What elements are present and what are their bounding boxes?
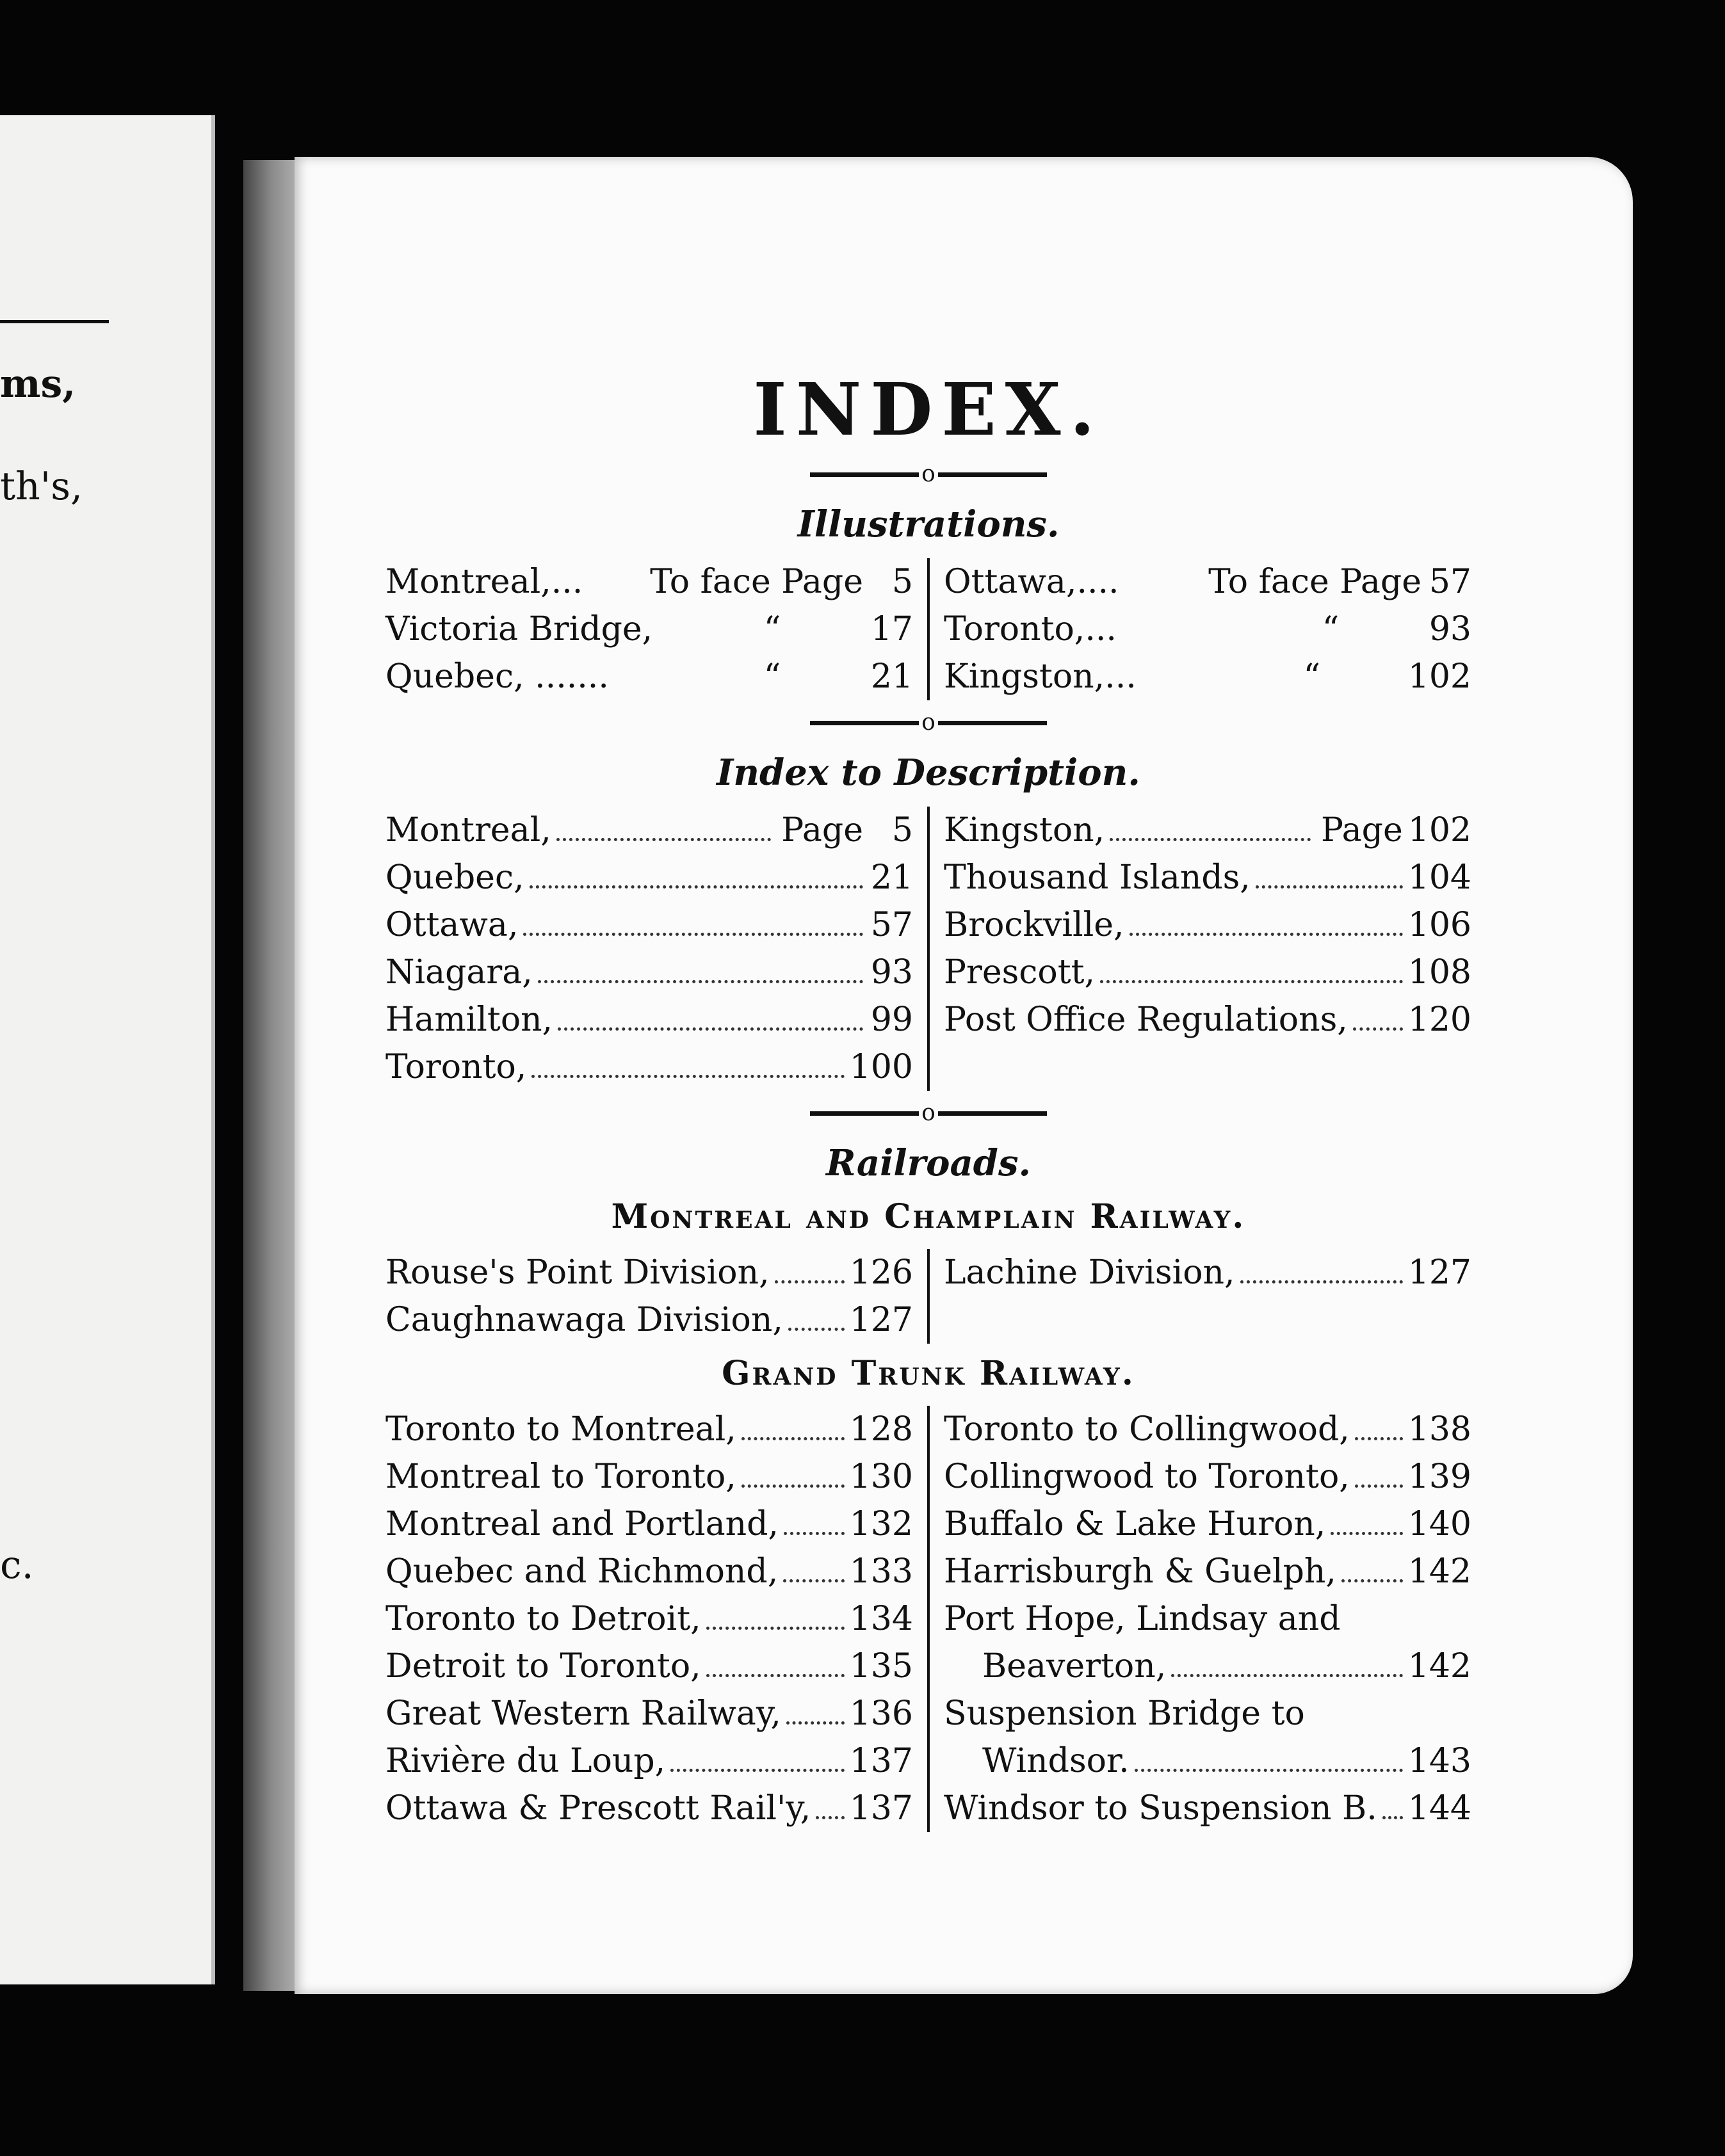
left-page-fragment-1: ms, xyxy=(0,362,76,406)
index-entry xyxy=(944,606,1471,653)
index-entry xyxy=(944,1548,1471,1595)
dot-leader xyxy=(784,1532,845,1535)
dot-leader xyxy=(788,1328,845,1331)
page-number: 5 xyxy=(891,563,913,601)
index-entry xyxy=(385,807,913,854)
index-entry xyxy=(944,854,1471,901)
page-number: 17 xyxy=(870,610,913,648)
index-entry xyxy=(944,1406,1471,1453)
entry-name: Montreal,... xyxy=(385,563,583,601)
entry-name: Ottawa, xyxy=(385,906,519,944)
dot-leader xyxy=(523,933,863,936)
entry-name: Toronto to Detroit, xyxy=(385,1600,701,1638)
entry-name: Suspension Bridge to xyxy=(944,1694,1305,1733)
index-entry xyxy=(385,1296,913,1344)
index-entry xyxy=(944,1595,1471,1643)
ornament-divider-1 xyxy=(371,452,1486,497)
dot-leader xyxy=(783,1579,845,1582)
dot-leader xyxy=(706,1674,845,1677)
index-entry xyxy=(385,1406,913,1453)
index-entry xyxy=(944,807,1471,854)
page-number: 108 xyxy=(1407,953,1471,992)
entry-label: “ xyxy=(1322,610,1340,648)
index-entry xyxy=(944,949,1471,996)
entry-name: Quebec and Richmond, xyxy=(385,1552,779,1591)
page-number: 5 xyxy=(891,811,913,849)
ornament-divider-3 xyxy=(371,1091,1486,1136)
index-entry xyxy=(385,949,913,996)
entry-name: Harrisburgh & Guelph, xyxy=(944,1552,1336,1591)
entry-name: Rouse's Point Division, xyxy=(385,1253,770,1292)
page-number: 127 xyxy=(1407,1253,1471,1292)
entry-label: “ xyxy=(763,610,781,648)
description-heading: Index to Description. xyxy=(717,752,1140,794)
page-number: 126 xyxy=(849,1253,913,1292)
index-entry xyxy=(385,1737,913,1785)
dot-leader xyxy=(775,1280,845,1283)
entry-name: Port Hope, Lindsay and xyxy=(944,1600,1341,1638)
entry-name: Montreal to Toronto, xyxy=(385,1458,736,1496)
dot-leader xyxy=(1256,885,1403,889)
entry-name: Victoria Bridge, xyxy=(385,610,653,648)
page-number: 128 xyxy=(849,1410,913,1449)
entry-name: Kingston,... xyxy=(944,657,1137,696)
index-entry xyxy=(385,653,913,700)
page-number: 136 xyxy=(849,1694,913,1733)
entry-name: Buffalo & Lake Huron, xyxy=(944,1505,1326,1543)
illustrations-right-column xyxy=(930,558,1486,700)
dot-leader xyxy=(1135,1769,1403,1772)
page-number: 57 xyxy=(1429,563,1471,601)
index-entry xyxy=(944,653,1471,700)
montreal-champlain-right-column xyxy=(930,1249,1486,1344)
dot-leader xyxy=(741,1484,845,1488)
ornament-divider-2 xyxy=(371,700,1486,745)
entry-name: Hamilton, xyxy=(385,1001,553,1039)
index-entry xyxy=(385,1043,913,1091)
index-entry xyxy=(385,1548,913,1595)
grand-trunk-heading: Grand Trunk Railway. xyxy=(722,1354,1135,1393)
page-number: 142 xyxy=(1407,1552,1471,1591)
page-number: 138 xyxy=(1407,1410,1471,1449)
ornament-mark: o xyxy=(921,709,935,736)
index-entry xyxy=(385,996,913,1043)
page-number: 144 xyxy=(1407,1789,1471,1828)
index-entry xyxy=(944,1249,1471,1296)
page-number: 143 xyxy=(1407,1742,1471,1780)
left-facing-page xyxy=(0,115,215,1984)
dot-leader xyxy=(558,1027,863,1031)
index-entry xyxy=(385,1595,913,1643)
page-number: 134 xyxy=(849,1600,913,1638)
page-number: 21 xyxy=(870,657,913,696)
dot-leader xyxy=(1355,1484,1403,1488)
entry-name: Windsor to Suspension B. xyxy=(944,1789,1377,1828)
page-number: 93 xyxy=(1429,610,1471,648)
entry-label: Page xyxy=(1321,811,1403,849)
index-entry xyxy=(385,1453,913,1500)
entry-name: Ottawa & Prescott Rail'y, xyxy=(385,1789,811,1828)
index-entry xyxy=(944,1785,1471,1832)
index-entry xyxy=(944,901,1471,949)
page-number: 102 xyxy=(1407,657,1471,696)
dot-leader xyxy=(556,838,772,841)
dot-leader xyxy=(1355,1437,1403,1440)
dot-leader xyxy=(1171,1674,1403,1677)
page-number: 21 xyxy=(870,858,913,897)
dot-leader xyxy=(530,885,863,889)
left-page-rule xyxy=(0,320,109,323)
dot-leader xyxy=(1100,980,1403,983)
page-title: INDEX. xyxy=(753,368,1104,452)
index-entry xyxy=(944,996,1471,1043)
entry-name: Collingwood to Toronto, xyxy=(944,1458,1350,1496)
dot-leader xyxy=(1341,1579,1403,1582)
entry-name: Ottawa,.... xyxy=(944,563,1119,601)
index-entry xyxy=(385,558,913,606)
page-number: 142 xyxy=(1407,1647,1471,1685)
left-page-fragment-3: c. xyxy=(0,1543,34,1588)
page-number: 127 xyxy=(849,1301,913,1339)
entry-label: “ xyxy=(1303,657,1321,696)
page-number: 130 xyxy=(849,1458,913,1496)
page-number: 132 xyxy=(849,1505,913,1543)
dot-leader xyxy=(1353,1027,1403,1031)
illustrations-left-column xyxy=(371,558,930,700)
page-number: 93 xyxy=(870,953,913,992)
index-page xyxy=(295,157,1633,1994)
entry-name: Great Western Railway, xyxy=(385,1694,781,1733)
dot-leader xyxy=(1331,1532,1402,1535)
entry-name: Brockville, xyxy=(944,906,1124,944)
page-number: 133 xyxy=(849,1552,913,1591)
index-entry xyxy=(944,558,1471,606)
description-list xyxy=(371,807,1486,1091)
ornament-mark: o xyxy=(921,461,935,487)
grand-trunk-left-column xyxy=(371,1406,930,1832)
index-entry xyxy=(385,1500,913,1548)
index-entry xyxy=(385,854,913,901)
index-entry xyxy=(385,1643,913,1690)
entry-name: Toronto, xyxy=(385,1048,527,1086)
page-number: 99 xyxy=(870,1001,913,1039)
entry-name: Windsor. xyxy=(982,1742,1130,1780)
page-number: 100 xyxy=(849,1048,913,1086)
dot-leader xyxy=(1240,1280,1403,1283)
montreal-champlain-left-column xyxy=(371,1249,930,1344)
page-number: 104 xyxy=(1407,858,1471,897)
entry-label: Page xyxy=(781,811,863,849)
entry-name: Toronto,... xyxy=(944,610,1117,648)
illustrations-heading: Illustrations. xyxy=(797,503,1060,545)
dot-leader xyxy=(741,1437,845,1440)
index-entry xyxy=(385,606,913,653)
page-number: 106 xyxy=(1407,906,1471,944)
page-number: 135 xyxy=(849,1647,913,1685)
entry-name: Beaverton, xyxy=(982,1647,1167,1685)
grand-trunk-right-column xyxy=(930,1406,1486,1832)
page-number: 120 xyxy=(1407,1001,1471,1039)
dot-leader xyxy=(1130,933,1403,936)
index-entry xyxy=(944,1690,1471,1737)
entry-name: Prescott, xyxy=(944,953,1096,992)
index-entry xyxy=(944,1643,1471,1690)
index-text-area xyxy=(371,368,1486,1832)
entry-name: Lachine Division, xyxy=(944,1253,1235,1292)
entry-name: Thousand Islands, xyxy=(944,858,1251,897)
entry-name: Caughnawaga Division, xyxy=(385,1301,783,1339)
entry-name: Toronto to Collingwood, xyxy=(944,1410,1350,1449)
index-entry xyxy=(944,1453,1471,1500)
dot-leader xyxy=(538,980,863,983)
railroads-heading: Railroads. xyxy=(826,1142,1031,1184)
entry-name: Toronto to Montreal, xyxy=(385,1410,736,1449)
entry-name: Kingston, xyxy=(944,811,1105,849)
index-entry xyxy=(385,901,913,949)
page-number: 137 xyxy=(849,1789,913,1828)
index-entry xyxy=(385,1785,913,1832)
dot-leader xyxy=(706,1627,845,1630)
entry-name: Detroit to Toronto, xyxy=(385,1647,701,1685)
page-number: 140 xyxy=(1407,1505,1471,1543)
montreal-champlain-list xyxy=(371,1249,1486,1344)
ornament-mark: o xyxy=(921,1100,935,1126)
description-right-column xyxy=(930,807,1486,1091)
dot-leader xyxy=(1110,838,1311,841)
description-left-column xyxy=(371,807,930,1091)
illustrations-list xyxy=(371,558,1486,700)
index-entry xyxy=(944,1500,1471,1548)
entry-label: To face Page xyxy=(650,563,863,601)
page-number: 102 xyxy=(1407,811,1471,849)
entry-name: Quebec, xyxy=(385,858,524,897)
left-page-fragment-2: th's, xyxy=(0,464,83,509)
entry-name: Quebec, ....... xyxy=(385,657,609,696)
montreal-champlain-heading: Montreal and Champlain Railway. xyxy=(611,1197,1246,1236)
entry-name: Rivière du Loup, xyxy=(385,1742,666,1780)
page-number: 139 xyxy=(1407,1458,1471,1496)
grand-trunk-list xyxy=(371,1406,1486,1832)
index-entry xyxy=(385,1249,913,1296)
dot-leader xyxy=(1382,1816,1403,1819)
index-entry xyxy=(944,1737,1471,1785)
entry-name: Niagara, xyxy=(385,953,533,992)
dot-leader xyxy=(531,1075,844,1078)
index-entry xyxy=(385,1690,913,1737)
entry-label: To face Page xyxy=(1208,563,1421,601)
dot-leader xyxy=(816,1816,844,1819)
entry-label: “ xyxy=(763,657,781,696)
page-number: 137 xyxy=(849,1742,913,1780)
dot-leader xyxy=(670,1769,845,1772)
entry-name: Montreal, xyxy=(385,811,551,849)
dot-leader xyxy=(786,1721,845,1725)
page-number: 57 xyxy=(870,906,913,944)
entry-name: Montreal and Portland, xyxy=(385,1505,779,1543)
entry-name: Post Office Regulations, xyxy=(944,1001,1348,1039)
